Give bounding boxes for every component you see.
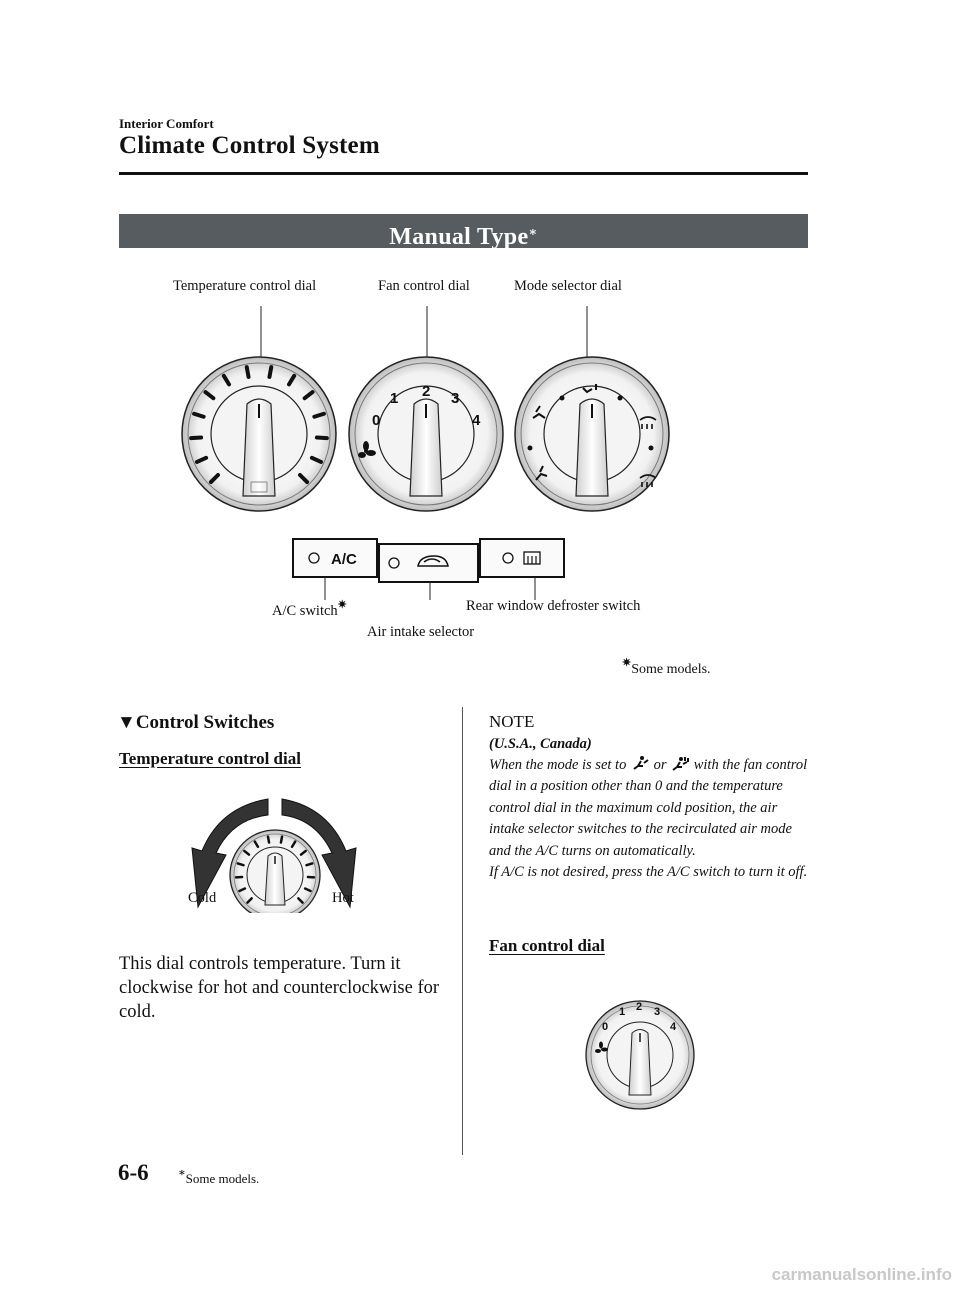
dial-tick bbox=[317, 438, 327, 439]
fan-small-4: 4 bbox=[670, 1021, 677, 1033]
fan-number-4: 4 bbox=[472, 412, 481, 429]
fan-number-3: 3 bbox=[451, 390, 460, 407]
footer-footnote-text: Some models. bbox=[185, 1171, 260, 1186]
mode-floor-icon bbox=[630, 755, 650, 771]
diagram-footnote-text: Some models. bbox=[631, 662, 711, 677]
dial-tick bbox=[194, 414, 204, 417]
dial-tick bbox=[268, 837, 269, 843]
fan-dial-illustration bbox=[580, 995, 700, 1115]
note-text-3: with the fan bbox=[693, 757, 763, 773]
heading-text: Control Switches bbox=[135, 712, 275, 733]
temperature-description: This dial controls temperature. Turn it clockwise for hot and counterclockwise for cold. bbox=[119, 954, 440, 1022]
mode-floor-defrost-icon bbox=[670, 755, 690, 771]
label-mode-dial: Mode selector dial bbox=[514, 278, 622, 294]
control-switches-heading bbox=[117, 712, 274, 734]
fan-number-2: 2 bbox=[422, 383, 431, 400]
fan-small-2: 2 bbox=[636, 1001, 643, 1013]
dial-tick bbox=[247, 367, 249, 377]
dial-tick bbox=[238, 863, 244, 865]
label-air-intake: Air intake selector bbox=[367, 624, 475, 640]
banner-mark: ∗ bbox=[528, 224, 538, 239]
note-title: NOTE bbox=[489, 712, 535, 731]
page-number: 6-6 bbox=[118, 1160, 149, 1185]
air-intake-switch bbox=[379, 544, 478, 582]
mode-dial bbox=[515, 357, 669, 511]
watermark: carmanualsonline.info bbox=[771, 1265, 952, 1284]
dial-tick bbox=[307, 863, 313, 865]
ac-switch-label: A/C switch bbox=[272, 603, 338, 619]
label-ac-switch bbox=[272, 598, 347, 620]
note-text-end: If A/C is not desired, press the A/C switch to turn it off. bbox=[489, 864, 808, 881]
dial-tick bbox=[314, 414, 324, 417]
rear-defroster-switch bbox=[480, 539, 564, 577]
fan-number-0: 0 bbox=[372, 412, 381, 429]
note-text-rest: control dial in a position other than 0 and the temperature control dial in the maximum cold position, the air intake selector switches to the recirculated air mode and the A/C turns on automatically. bbox=[489, 757, 808, 859]
label-temperature-dial: Temperature control dial bbox=[173, 278, 317, 294]
fan-number-1: 1 bbox=[390, 390, 399, 407]
note-region: (U.S.A., Canada) bbox=[489, 736, 592, 752]
fan-small-0: 0 bbox=[602, 1021, 609, 1033]
note-text-1: When the mode is set to bbox=[489, 757, 627, 773]
dial-tick bbox=[269, 367, 271, 377]
note-text-2: or bbox=[653, 757, 667, 773]
asterisk-mark: ✷ bbox=[337, 599, 347, 611]
temperature-dial bbox=[182, 357, 336, 511]
dial-tick bbox=[281, 837, 282, 843]
column-divider bbox=[462, 707, 463, 1155]
page-title: Climate Control System bbox=[119, 132, 380, 159]
section-label: Interior Comfort bbox=[119, 116, 214, 131]
page-footnote bbox=[178, 1166, 259, 1187]
note-body bbox=[489, 755, 814, 883]
hot-label: Hot bbox=[332, 890, 354, 906]
label-fan-dial: Fan control dial bbox=[378, 278, 470, 294]
footer-asterisk: ∗ bbox=[178, 1167, 186, 1179]
heading-marker: ▼ bbox=[117, 712, 136, 733]
ac-button-text: A/C bbox=[331, 551, 357, 568]
diagram-footnote bbox=[622, 656, 711, 678]
fan-small-3: 3 bbox=[654, 1006, 661, 1018]
title-divider bbox=[119, 172, 808, 175]
fan-dial-subheading: Fan control dial bbox=[489, 936, 605, 955]
dial-tick bbox=[191, 438, 201, 439]
fan-small-1: 1 bbox=[619, 1006, 626, 1018]
ac-switch bbox=[293, 539, 377, 577]
label-rear-defroster: Rear window defroster switch bbox=[466, 598, 641, 614]
fan-dial bbox=[349, 357, 503, 511]
temperature-dial-subheading: Temperature control dial bbox=[119, 749, 301, 768]
cold-label: Cold bbox=[188, 890, 217, 906]
manual-type-banner bbox=[119, 214, 808, 248]
banner-title: Manual Type bbox=[389, 224, 529, 250]
control-panel-diagram bbox=[150, 300, 710, 600]
footnote-asterisk: ✷ bbox=[622, 657, 632, 669]
